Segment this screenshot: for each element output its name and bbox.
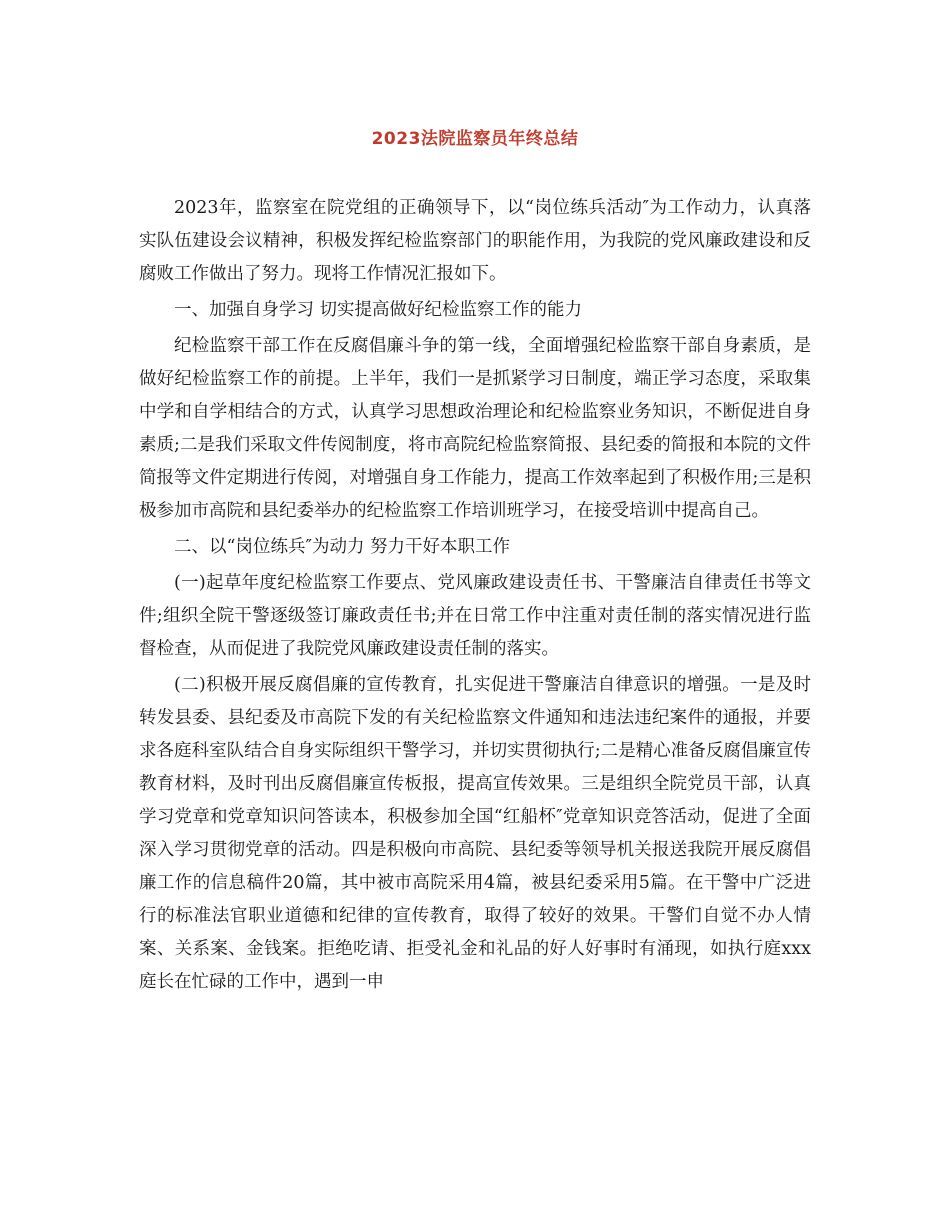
document-title: 2023法院监察员年终总结: [371, 129, 579, 149]
section-heading-1: 一、加强自身学习 切实提高做好纪检监察工作的能力: [174, 300, 583, 320]
section-heading-2: 二、以“岗位练兵″为动力 努力干好本职工作: [174, 537, 511, 557]
paragraph-intro: 2023年，监察室在院党组的正确领导下，以“岗位练兵活动″为工作动力，认真落实队伍建设会议精神，积极发挥纪检监察部门的职能作用，为我院的党风廉政建设和反腐败工作做出了努力。现将工作情况汇报如下。: [139, 198, 811, 284]
document-body: [139, 192, 811, 1002]
paragraph-subsection-2: (二)积极开展反腐倡廉的宣传教育，扎实促进干警廉洁自律意识的增强。一是及时转发县委、县纪委及市高院下发的有关纪检监察文件通知和违法违纪案件的通报，并要求各庭科室队结合自身实际组织干警学习，并切实贯彻执行;二是精心准备反腐倡廉宣传教育材料，及时刊出反腐倡廉宣传板报，提高宣传效果。三是组织全院党员干部，认真学习党章和党章知识问答读本，积极参加全国“红船杯″党章知识竞答活动，促进了全面深入学习贯彻党章的活动。四是积极向市高院、县纪委等领导机关报送我院开展反腐倡廉工作的信息稿件20篇，其中被市高院采用4篇，被县纪委采用5篇。在干警中广泛进行的标准法官职业道德和纪律的宣传教育，取得了较好的效果。干警们自觉不办人情案、关系案、金钱案。拒绝吃请、拒受礼金和礼品的好人好事时有涌现，如执行庭xxx庭长在忙碌的工作中，遇到一申: [139, 675, 811, 992]
paragraph-subsection-1: (一)起草年度纪检监察工作要点、党风廉政建设责任书、干警廉洁自律责任书等文件;组织全院干警逐级签订廉政责任书;并在日常工作中注重对责任制的落实情况进行监督检查，从而促进了我院党风廉政建设责任制的落实。: [139, 573, 811, 659]
paragraph-section-1: 纪检监察干部工作在反腐倡廉斗争的第一线，全面增强纪检监察干部自身素质，是做好纪检监察工作的前提。上半年，我们一是抓紧学习日制度，端正学习态度，采取集中学和自学相结合的方式，认真学习思想政治理论和纪检监察业务知识，不断促进自身素质;二是我们采取文件传阅制度，将市高院纪检监察简报、县纪委的简报和本院的文件简报等文件定期进行传阅，对增强自身工作能力，提高工作效率起到了积极作用;三是积极参加市高院和县纪委举办的纪检监察工作培训班学习，在接受培训中提高自己。: [139, 336, 811, 521]
